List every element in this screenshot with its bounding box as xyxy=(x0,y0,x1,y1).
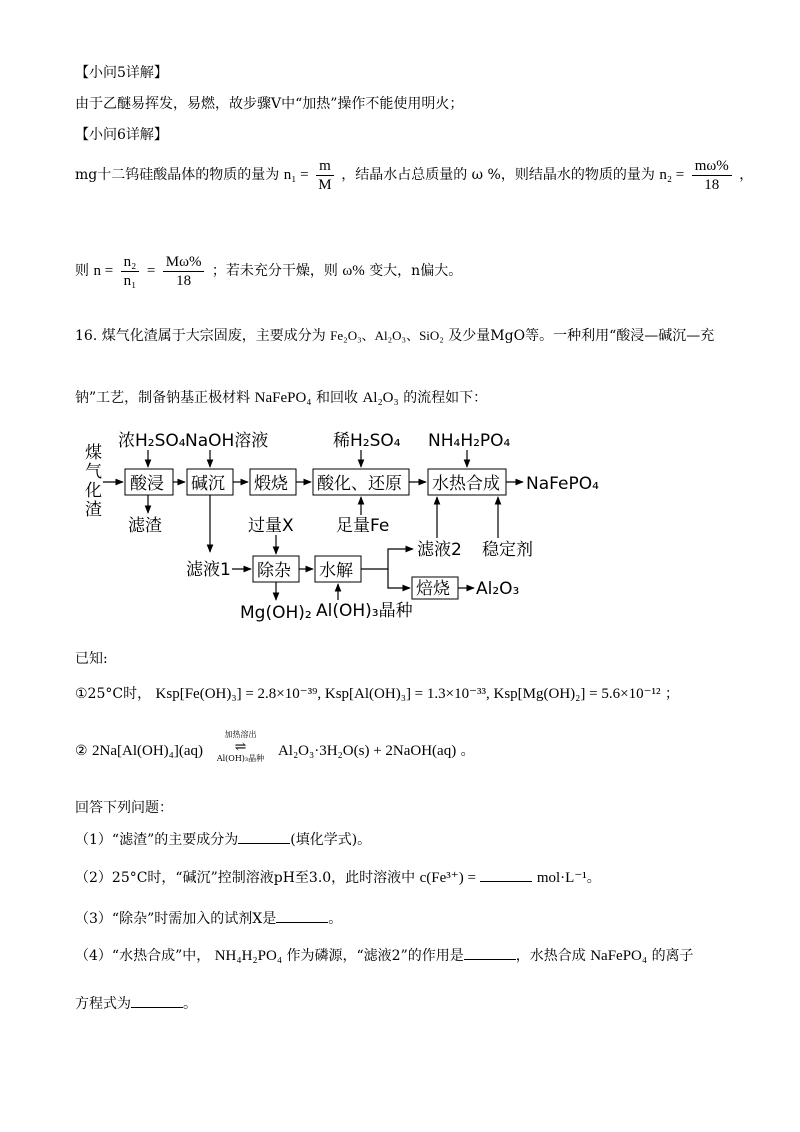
box-acidify-reduce-label: 酸化、还原 xyxy=(317,474,402,494)
n2-fraction: $\frac{m\omega\%}{18}$ xyxy=(692,157,732,194)
known-2-right: Al₂O₃·3H₂O(s) + 2NaOH(aq) xyxy=(277,743,457,759)
raw-char-1: 煤 xyxy=(85,443,102,463)
n-fraction-1: $\frac{\text{n₂}}{\text{n₁}}$ xyxy=(121,253,140,290)
q16-components: Fe₂O₃、Al₂O₃、SiO₂ xyxy=(330,328,444,343)
q4-text-a: （4）“水热合成”中， xyxy=(75,948,211,964)
box-purify-label: 除杂 xyxy=(257,561,291,581)
reagent-dilute-h2so4: 稀H₂SO₄ xyxy=(333,431,401,451)
residue-label: 滤渣 xyxy=(128,516,162,536)
condition-top: 加热溶出 xyxy=(224,730,257,739)
process-flow-diagram xyxy=(0,420,800,630)
known-1 xyxy=(75,682,679,706)
q4-product: NaFePO₄ xyxy=(590,948,648,964)
q16-intro-line1 xyxy=(75,326,714,346)
excess-x-label: 过量X xyxy=(248,516,294,536)
n1-lhs: n₁ = xyxy=(283,167,309,183)
box-acid-leach-label: 酸浸 xyxy=(130,474,164,494)
omega-symbol: ω% xyxy=(342,263,365,279)
q2-unit: mol·L⁻¹ xyxy=(536,870,587,886)
box-calcine-label: 煅烧 xyxy=(254,474,288,494)
answer-blank-4a[interactable] xyxy=(464,945,516,960)
answer-blank-3[interactable] xyxy=(276,908,328,923)
arrow-to-filtrate2 xyxy=(361,549,413,569)
known-1-equation: Ksp[Fe(OH)₃] = 2.8×10⁻³⁹, Ksp[Al(OH)₃] = 1.3×10⁻³³, Ksp[Mg(OH)₂] = 5.6×10⁻¹² xyxy=(155,686,661,702)
known-2-left: 2Na[Al(OH)₄](aq) xyxy=(92,743,204,759)
equilibrium-arrow: 加热溶出 ⇌ Al(OH)₃晶种 xyxy=(207,730,273,764)
answer-blank-4b[interactable] xyxy=(131,993,183,1008)
q5-text: 由于乙醚易挥发，易燃，故步骤Ⅴ中“加热”操作不能使用明火； xyxy=(75,96,464,112)
q4-reagent: NH₄H₂PO₄ xyxy=(214,948,283,964)
q16-intro-d: 和回收 xyxy=(315,390,358,406)
q6-line1 xyxy=(75,152,753,198)
seed-label: Al(OH)₃晶种 xyxy=(316,601,413,621)
known-2 xyxy=(75,730,475,769)
questions-intro: 回答下列问题： xyxy=(75,800,173,816)
question-1 xyxy=(75,829,371,850)
q16-intro-e: 的流程如下： xyxy=(403,390,488,406)
q4-text-e: 方程式为 xyxy=(75,996,131,1012)
box-roast-label: 焙烧 xyxy=(416,579,450,599)
box-hydrolysis-label: 水解 xyxy=(319,561,353,581)
q2-expression: c(Fe³⁺) = xyxy=(419,870,476,886)
q2-end: 。 xyxy=(586,870,601,886)
known-label: 已知: xyxy=(75,651,108,667)
known-1-end: ； xyxy=(664,686,679,702)
q6-text-d: 则 xyxy=(75,263,89,279)
reagent-naoh: NaOH溶液 xyxy=(185,431,269,451)
box-alkali-precip-label: 碱沉 xyxy=(191,474,225,494)
output-al2o3: Al₂O₃ xyxy=(476,579,520,599)
known-2-end: 。 xyxy=(460,743,475,759)
q16-intro-b: 及少量MgO等。一种利用“酸浸—碱沉—充 xyxy=(448,328,715,344)
answer-blank-2[interactable] xyxy=(480,867,532,882)
condition-bottom: Al(OH)₃晶种 xyxy=(216,754,265,763)
q4-end: 。 xyxy=(183,996,197,1012)
q6-text-e: ；若未充分干燥，则 xyxy=(211,263,338,279)
q6-line2 xyxy=(75,248,462,294)
q2-text-a: （2）25°C时，“碱沉”控制溶液pH至3.0，此时溶液中 xyxy=(75,870,416,886)
stabilizer-label: 稳定剂 xyxy=(482,540,533,560)
n-lhs: n = xyxy=(93,263,114,279)
raw-char-2: 气 xyxy=(85,462,102,482)
q1-text-a: （1）“滤渣”的主要成分为 xyxy=(75,832,239,848)
enough-fe-label: 足量Fe xyxy=(336,516,390,536)
q4-text-d: 的离子 xyxy=(651,948,694,964)
question-2 xyxy=(75,866,601,890)
q6-text-c: ， xyxy=(739,167,754,183)
question-3 xyxy=(75,908,342,929)
q1-text-b: (填化学式)。 xyxy=(290,832,372,848)
q6-text-f: 变大，n偏大。 xyxy=(369,263,463,279)
n-fraction-2: $\frac{M\omega\%}{18}$ xyxy=(163,253,205,290)
known-1-prefix: ①25°C时， xyxy=(75,686,152,702)
n-equals: = xyxy=(146,263,156,279)
q6-header: 【小问6详解】 xyxy=(75,127,168,143)
q16-intro-line2 xyxy=(75,388,487,408)
q3-text-a: （3）“除杂”时需加入的试剂X是 xyxy=(75,911,277,927)
q16-intro-c: 钠”工艺，制备钠基正极材料 xyxy=(75,390,251,406)
output-nafepo4: NaFePO₄ xyxy=(526,474,599,494)
q5-header: 【小问5详解】 xyxy=(75,65,168,81)
n2-lhs: n₂ = xyxy=(659,167,685,183)
q16-product2: Al₂O₃ xyxy=(362,390,399,406)
mgoh2-label: Mg(OH)₂ xyxy=(240,603,312,623)
q3-end: 。 xyxy=(328,911,343,927)
q4-text-c: ，水热合成 xyxy=(515,948,586,964)
answer-blank-1[interactable] xyxy=(238,829,290,844)
raw-char-4: 渣 xyxy=(85,500,102,520)
arrow-to-roast xyxy=(388,569,410,588)
filtrate1-label: 滤液1 xyxy=(186,560,231,580)
reagent-conc-h2so4: 浓H₂SO₄ xyxy=(118,431,186,451)
reagent-nh4h2po4: NH₄H₂PO₄ xyxy=(428,431,511,451)
q16-intro-a: 16. 煤气化渣属于大宗固废，主要成分为 xyxy=(75,328,326,344)
filtrate2-label: 滤液2 xyxy=(417,540,462,560)
box-hydrothermal-label: 水热合成 xyxy=(432,474,500,494)
question-4-line2 xyxy=(75,993,197,1014)
question-4-line1 xyxy=(75,944,694,968)
q4-text-b: 作为磷源，“滤液2”的作用是 xyxy=(286,948,464,964)
q6-text-b: ，结晶水占总质量的 ω %，则结晶水的物质的量为 xyxy=(341,167,655,183)
q16-product: NaFePO₄ xyxy=(254,390,312,406)
n1-fraction: $\frac{m}{M}$ xyxy=(316,157,334,194)
known-2-prefix: ② xyxy=(75,743,88,759)
q6-text-a: mg十二钨硅酸晶体的物质的量为 xyxy=(75,167,280,183)
raw-char-3: 化 xyxy=(85,481,102,501)
